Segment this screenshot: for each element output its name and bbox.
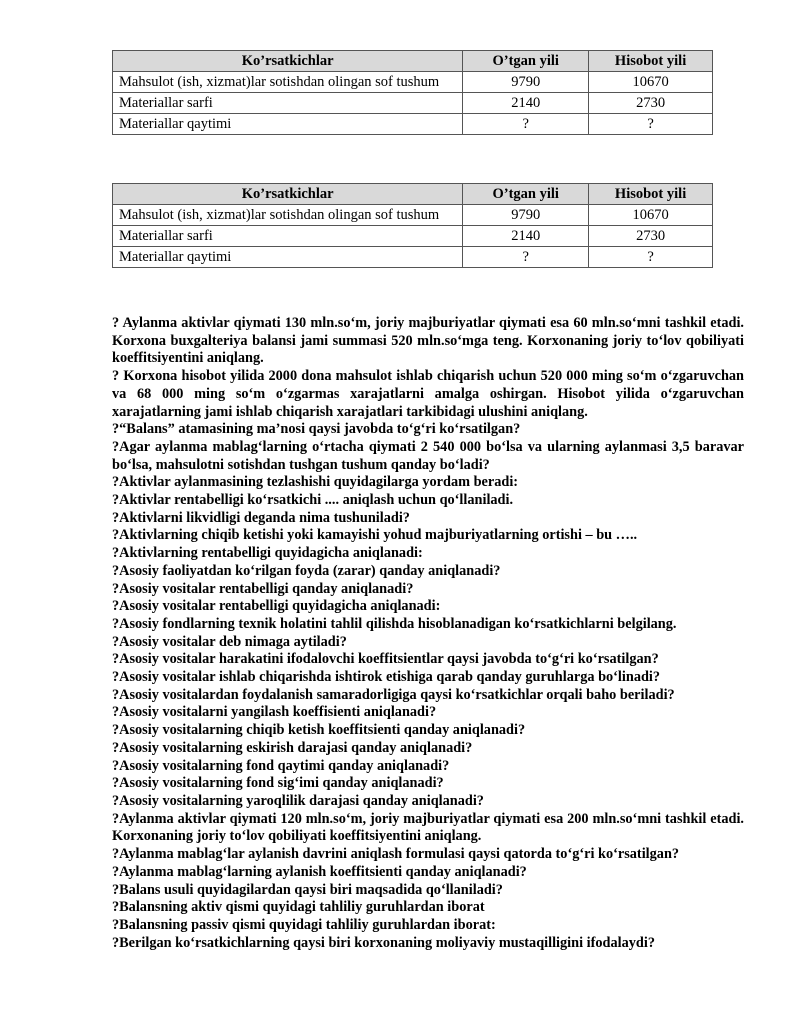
row-previous-value: 2140	[463, 93, 589, 114]
question-item: ?“Balans” atamasining ma’nosi qaysi javobda to‘g‘ri ko‘rsatilgan?	[112, 421, 521, 438]
question-item: ?Asosiy vositalar rentabelligi qanday aniqlanadi?	[112, 580, 414, 597]
table-header-row	[113, 184, 713, 205]
row-label: Mahsulot (ish, xizmat)lar sotishdan olingan sof tushum	[113, 205, 463, 226]
indicators-table-1	[112, 50, 713, 135]
table-row	[113, 72, 713, 93]
header-indicators: Ko’rsatkichlar	[113, 184, 463, 205]
question-item: ?Asosiy vositalarni yangilash koeffisienti aniqlanadi?	[112, 704, 437, 721]
row-report-value: 2730	[589, 226, 713, 247]
question-item: ?Asosiy vositalarning fond sig‘imi qanday aniqlanadi?	[112, 775, 444, 792]
row-previous-value: 9790	[463, 205, 589, 226]
question-item: ?Balans usuli quyidagilardan qaysi biri maqsadida qo‘llaniladi?	[112, 881, 503, 898]
question-item: ? Aylanma aktivlar qiymati 130 mln.so‘m, joriy majburiyatlar qiymati esa 60 mln.so‘mni tashkil etadi. Korxona buxgalteriya balansi jami summasi 520 mln.so‘mga teng. Korxonaning joriy to‘lov qobiliyati koeffitsiyentini aniqlang.	[112, 315, 744, 367]
indicators-table-2	[112, 183, 713, 268]
table-row	[113, 93, 713, 114]
question-item: ?Asosiy vositalarning yaroqlilik darajasi qanday aniqlanadi?	[112, 792, 484, 809]
header-indicators: Ko’rsatkichlar	[113, 51, 463, 72]
question-item: ?Asosiy faoliyatdan ko‘rilgan foyda (zarar) qanday aniqlanadi?	[112, 562, 501, 579]
row-report-value: ?	[589, 247, 713, 268]
header-previous-year: O’tgan yili	[463, 184, 589, 205]
row-previous-value: ?	[463, 247, 589, 268]
question-item: ?Asosiy vositalar rentabelligi quyidagicha aniqlanadi:	[112, 598, 441, 615]
table-row	[113, 226, 713, 247]
table-row	[113, 114, 713, 135]
row-report-value: ?	[589, 114, 713, 135]
row-previous-value: ?	[463, 114, 589, 135]
row-label: Materiallar qaytimi	[113, 114, 463, 135]
question-item: ?Aktivlarning rentabelligi quyidagicha aniqlanadi:	[112, 545, 423, 562]
question-item: ?Agar aylanma mablag‘larning o‘rtacha qiymati 2 540 000 bo‘lsa va ularning aylanmasi 3,5 baravar bo‘lsa, mahsulotni sotishdan tushgan tushum qanday bo‘ladi?	[112, 438, 744, 473]
question-item: ?Berilgan ko‘rsatkichlarning qaysi biri korxonaning moliyaviy mustaqilligini ifodalaydi?	[112, 934, 655, 951]
row-report-value: 10670	[589, 72, 713, 93]
question-item: ?Asosiy vositalardan foydalanish samaradorligiga qaysi ko‘rsatkichlar orqali baho beriladi?	[112, 686, 675, 703]
row-previous-value: 2140	[463, 226, 589, 247]
question-item: ?Aktivlar rentabelligi ko‘rsatkichi .... aniqlash uchun qo‘llaniladi.	[112, 492, 514, 509]
question-item: ?Aylanma aktivlar qiymati 120 mln.so‘m, joriy majburiyatlar qiymati esa 200 mln.so‘mni tashkil etadi. Korxonaning joriy to‘lov qobiliyati koeffitsiyentini aniqlang.	[112, 810, 744, 845]
question-item: ?Asosiy vositalarning fond qaytimi qanday aniqlanadi?	[112, 757, 450, 774]
header-report-year: Hisobot yili	[589, 51, 713, 72]
row-report-value: 2730	[589, 93, 713, 114]
question-item: ?Balansning aktiv qismi quyidagi tahliliy guruhlardan iborat	[112, 899, 485, 916]
row-label: Materiallar qaytimi	[113, 247, 463, 268]
question-item: ?Balansning passiv qismi quyidagi tahliliy guruhlardan iborat:	[112, 916, 496, 933]
row-label: Mahsulot (ish, xizmat)lar sotishdan olingan sof tushum	[113, 72, 463, 93]
question-item: ?Asosiy vositalar harakatini ifodalovchi koeffitsientlar qaysi javobda to‘g‘ri ko‘rsatilgan?	[112, 651, 659, 668]
question-item: ?Aylanma mablag‘larning aylanish koeffitsienti qanday aniqlanadi?	[112, 863, 527, 880]
header-previous-year: O’tgan yili	[463, 51, 589, 72]
row-report-value: 10670	[589, 205, 713, 226]
question-item: ?Aktivlarni likvidligi deganda nima tushuniladi?	[112, 509, 410, 526]
question-item: ? Korxona hisobot yilida 2000 dona mahsulot ishlab chiqarish uchun 520 000 ming so‘m o‘zgaruvchan va 68 000 ming so‘m o‘zgarmas xarajatlarni amalga oshirgan. Hisobot yilida o‘zgaruvchan xarajatlarning jami ishlab chiqarish xarajatlari tarkibidagi ulushini aniqlang.	[112, 368, 744, 420]
question-item: ?Aktivlarning chiqib ketishi yoki kamayishi yohud majburiyatlarning ortishi – bu …..	[112, 527, 638, 544]
row-label: Materiallar sarfi	[113, 226, 463, 247]
question-item: ?Asosiy fondlarning texnik holatini tahlil qilishda hisoblanadigan ko‘rsatkichlarni belgilang.	[112, 615, 677, 632]
table-row	[113, 205, 713, 226]
question-list	[112, 315, 744, 952]
table-row	[113, 247, 713, 268]
row-previous-value: 9790	[463, 72, 589, 93]
question-item: ?Aktivlar aylanmasining tezlashishi quyidagilarga yordam beradi:	[112, 474, 519, 491]
question-item: ?Asosiy vositalar ishlab chiqarishda ishtirok etishiga qarab qanday guruhlarga bo‘linadi?	[112, 669, 661, 686]
question-item: ?Aylanma mablag‘lar aylanish davrini aniqlash formulasi qaysi qatorda to‘g‘ri ko‘rsatilgan?	[112, 846, 680, 863]
header-report-year: Hisobot yili	[589, 184, 713, 205]
table-header-row	[113, 51, 713, 72]
question-item: ?Asosiy vositalarning chiqib ketish koeffitsienti qanday aniqlanadi?	[112, 722, 526, 739]
question-item: ?Asosiy vositalarning eskirish darajasi qanday aniqlanadi?	[112, 739, 473, 756]
row-label: Materiallar sarfi	[113, 93, 463, 114]
question-item: ?Asosiy vositalar deb nimaga aytiladi?	[112, 633, 347, 650]
